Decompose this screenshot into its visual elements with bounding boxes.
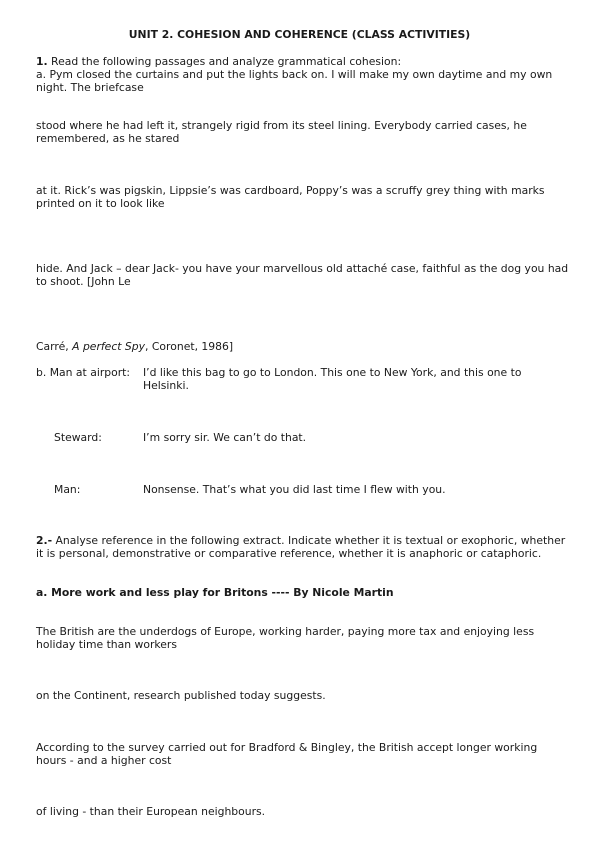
passage-a-part-1: a. Pym closed the curtains and put the lights back on. I will make my own daytime and my own night. The briefcase xyxy=(36,68,553,94)
dialogue-line-man-at-airport: I’d like this bag to go to London. This one to New York, and this one to Helsinki. xyxy=(143,366,522,392)
question-1-instruction xyxy=(36,55,570,68)
passage-a-part-3: at it. Rick’s was pigskin, Lippsie’s was cardboard, Poppy’s was a scruffy grey thing with marks printed on it to look like xyxy=(36,184,545,210)
article-paragraph-4: of living - than their European neighbours. xyxy=(36,805,266,818)
article-paragraph-1: The British are the underdogs of Europe, working harder, paying more tax and enjoying less holiday time than workers xyxy=(36,625,535,651)
dialogue-speaker-man-at-airport: b. Man at airport: xyxy=(36,366,131,379)
citation-author: Carré, xyxy=(36,340,73,353)
question-1-number: 1. xyxy=(36,55,48,68)
citation-publisher: , Coronet, 1986] xyxy=(145,340,234,353)
dialogue-line-steward: I’m sorry sir. We can’t do that. xyxy=(143,431,307,444)
article-paragraph-3: According to the survey carried out for Bradford & Bingley, the British accept longer working hours - and a higher cost xyxy=(36,741,538,767)
passage-a-part-4: hide. And Jack – dear Jack- you have your marvellous old attaché case, faithful as the dog you had to shoot. [John Le xyxy=(36,262,569,288)
dialogue-line-man: Nonsense. That’s what you did last time I flew with you. xyxy=(143,483,446,496)
citation-title: A perfect Spy xyxy=(72,340,146,353)
article-paragraph-2: on the Continent, research published today suggests. xyxy=(36,689,326,702)
question-1-text: Read the following passages and analyze grammatical cohesion: xyxy=(47,55,402,68)
article-heading: a. More work and less play for Britons ---- By Nicole Martin xyxy=(36,586,394,599)
question-2-instruction xyxy=(36,534,570,560)
page-title: UNIT 2. COHESION AND COHERENCE (CLASS ACTIVITIES) xyxy=(128,28,471,41)
passage-a-citation xyxy=(36,340,570,353)
dialogue-speaker-man: Man: xyxy=(54,483,81,496)
passage-a-part-2: stood where he had left it, strangely rigid from its steel lining. Everybody carried cases, he remembered, as he stared xyxy=(36,119,527,145)
dialogue-speaker-steward: Steward: xyxy=(54,431,102,444)
question-2-number: 2.- xyxy=(36,534,53,547)
question-2-text: Analyse reference in the following extract. Indicate whether it is textual or exophoric, whether it is personal, demonstrative or comparative reference, whether it is anaphoric or cataphoric. xyxy=(36,534,566,560)
